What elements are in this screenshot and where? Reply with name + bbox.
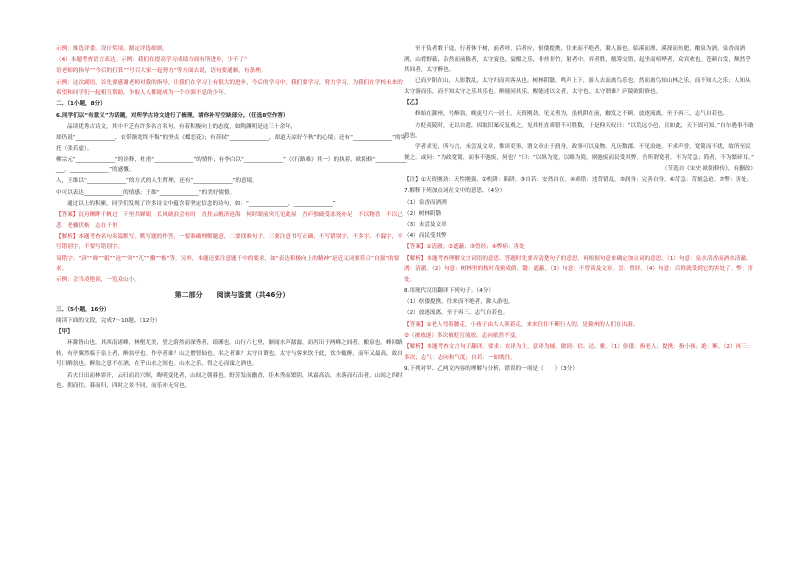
text-line: 【注】①天资刚劲：天性刚强。②机阱：陷阱。③自若：安然自在。④乖错：违背错乱。⑤润身：完善自身。⑥苛急：苛刻急迫。⑦弊：害处。 [404,177,753,184]
left-column [56,44,408,392]
text-line: （2）放逐流离，至于再三，志气自若也。 [404,310,509,317]
text-line: 示例：推选评委，设计奖项，制定评选细则。 [56,46,168,52]
text-line: （节选自《宋史·欧阳修传》，有删改） [661,166,756,173]
text-line: 【解析】本题考查文言句子翻译。要求：直译为主，意译为辅。做到：信、达、雅。（1）伛偻：指老人；提携：指小孩；絶：断。（2）再三：多次；志气：志向和气度；自若：一如既往。 [404,343,753,361]
text-line: 环滁皆山也。其西南诸峰，林壑尤美，望之蔚然而深秀者，琅琊也。山行六七里，渐闻水声潺潺，而泻出于两峰之间者，酿泉也。峰回路转，有亭翼然临于泉上者，醉翁亭也。作亭者谁？山之僧智仙也。名之者谁？太守自谓也。太守与客来饮于此，饮少辄醉，而年又最高，故自号曰醉翁也。醉翁之意不在酒，在乎山水之间也。山水之乐，得之心而寓之酒也。 [56,340,403,368]
text-line: 9.下列对甲、乙两文内容的理解与分析，错误的一项是（ ）（3分） [404,365,578,372]
text-line: 易错字：“济”“婵”“娟”“沧”“突”“兀”“骥”“枥”等。另外，本题还要注意题干中的要求，如“表达积极向上的精神”是近义词要符合“自强”的要求。 [56,255,400,273]
text-line: 【答案】①清澈；②遮蔽；③曾经；④弊病：害处 [404,244,525,251]
text-line: 示例：这次副语，首先要感谢老师对我的指导，让我们在学习上有很大的进步，今后的学习中，我们要学习，努力学习，为我们在学校未来的希望和同学们一起相互帮助，争取人人都能成为一个自强不息的少年。 [56,79,403,97]
text-line: 品读优秀古诗文，其中不乏有许多名言名句，有着积极向上的态度，如陶渊明是这三十余年， [67,123,297,130]
text-line: 【解析】本题考查名句名篇默写。默写题的作答，一要准确理解题意，二要找准句子，三要注意书写正确，不写错别字，不多字、不漏字，不写错别字，不要写错别字。 [56,233,403,251]
text-line: 三、（5小题，16分） [56,306,110,313]
text-line: 修始在滁州，号醉翁，晚更号六一居士。天资刚劲，见义勇为，虽机阱在前，触发之不顾。放逐流离，至于再三，志气自若也。 [415,111,729,118]
text-line: 柳宗元“______________”的诠释，杜甫“______________”的情怀；有李白以“______________”（《行路难》其一）的执着，欧阳修“______________，______________”的感慨。 [56,156,407,174]
text-line: （4）本题考查语言表达。示例：我们在提高学习成绩方面有所进步，少不了“ [56,57,248,64]
text-line: 【答案】①老人弯着腰走，小孩子由大人领着走，来来往往不断行人的，是滁州的人们在出游。 [404,321,639,328]
text-line: （1）伛偻提携，往来而不绝者，滁人游也。 [404,299,514,306]
text-line: 方贬夷陵时，无以自遣，因取旧案反复观之，见其枉直乖错不可胜数，于是仰天叹曰：“以荒远小邑，且如此，天下固可知。”自尔遇事不敢忽也。 [404,122,754,140]
right-column [404,44,756,375]
text-line: （1）泉香而酒洌 [404,199,447,206]
text-line: 若夫日出而林霏开，云归而岩穴暝，晦明变化者，山间之朝暮也。野芳发而幽香，佳木秀而繁阴，风霜高洁，水落而石出者，山间之四时也。朝而往，暮而归，四时之景不同，而乐亦无穷也。 [56,372,403,390]
text-line: 7.解释下列加点词在文中的意思。（4分） [404,188,506,195]
text-line: 【解析】本题考查理解文言词语的意思。答题时先要弄清楚句子的意思，再根据句意来确定加点词的意思。（1）句意：泉水清香而酒水清澈。洌：清澈。（2）句意：树林里的枝叶茂密成荫。翳：遮蔽。（3）句意：不曾谈及文章。尝：曾经。（4）句意：百姓就受到它的害处了。弊：害处。 [404,255,754,283]
text-line: 【甲】 [56,328,73,335]
text-line: ②（被放逐）多次被贬官流放，志向依然不变。 [404,332,521,339]
section-heading: 第二部分 阅读与鉴赏（共46分） [174,290,290,299]
text-line: 通过以上的积累，同学们发现了许多诗文中蕴含着坚定信念的诗句，如：“______________，______________” [67,200,336,207]
text-line: 阅读下面的文段，完成7～10题。（12分） [56,317,161,324]
text-line: 【乙】 [404,100,421,107]
text-line: 中可以表达______________的情感；王维“______________”的美好憧憬。 [56,189,236,196]
text-line: 已而夕阳在山，人影散乱，太守归而宾客从也。树林阴翳，鸣声上下，游人去而禽鸟乐也。然而禽鸟知山林之乐，而不知人之乐；人知从太守游而乐，而不知太守之乐其乐也。醉能同其乐，醒能述以文者，太守也。太守谓谁？庐陵欧阳修也。 [404,78,751,95]
text-line: 【答案】沉舟侧畔千帆过 千里共婵娟 长风破浪会有时 直挂云帆济沧海 何时眼前突兀见此屋 吾庐独破受冻死亦足 不以物喜 不以己悲 老骥伏枥 志在千里 [56,212,403,229]
text-line: 二、（1小题，8分） [56,101,106,108]
text-line: 6.同学们以“有意义”为话题，对所学古诗文进行了梳理，请你补写空缺部分。（任选8空作答） [56,112,289,119]
text-line: 人，王维以“______________”的方式的人生哲理，还有“______________”的意境。 [56,178,258,185]
text-line: （3）未尝及文章 [404,222,447,229]
text-line: 却仍说“______________，衣带渐宽终不悔”的坚贞《蝶恋花》；有苏轼“______________，却道天凉好个秋”的心境；还有“______________”的寄托（张若虚）。 [56,134,407,152]
text-line: 至于负者歌于途，行者休于树，前者呼，后者应，伛偻提携，往来而不绝者，滁人游也。临溪而渔，溪深而鱼肥，酿泉为酒，泉香而酒洌，山肴野蔌，杂然而前陈者，太守宴也。宴酣之乐，非丝非竹，射者中，弈者胜，觥筹交错，起坐而喧哗者，众宾欢也。苍颜白发，颓然乎其间者，太守醉也。 [404,46,751,74]
text-line: （4）而民受其弊 [404,233,447,240]
text-line: 8.用现代汉语翻译下列句子。（4分） [404,287,495,294]
text-line: 学者求见，所与言，未尝及文章，惟谈吏事，谓文章止于润身，政事可以及物。凡历数郡，不见治迹，不求声誉，宽简而不扰，故所至民便之。或问：“为政宽简，而事不弛废，何也？”曰：“以纵为宽，以略为简，则弛废而民受其弊。吾所谓宽者，不为苛急；简者，不为繁碎耳。” [404,144,755,161]
text-line: 示例：会当凌绝顶，一览众山小。 [56,277,140,284]
text-line: （2）树林阴翳 [404,210,442,217]
text-line: 语老师的指导”“今后的打算”“号召大家一起努力”等方面去说，语句要通顺，有条理。 [56,68,267,75]
